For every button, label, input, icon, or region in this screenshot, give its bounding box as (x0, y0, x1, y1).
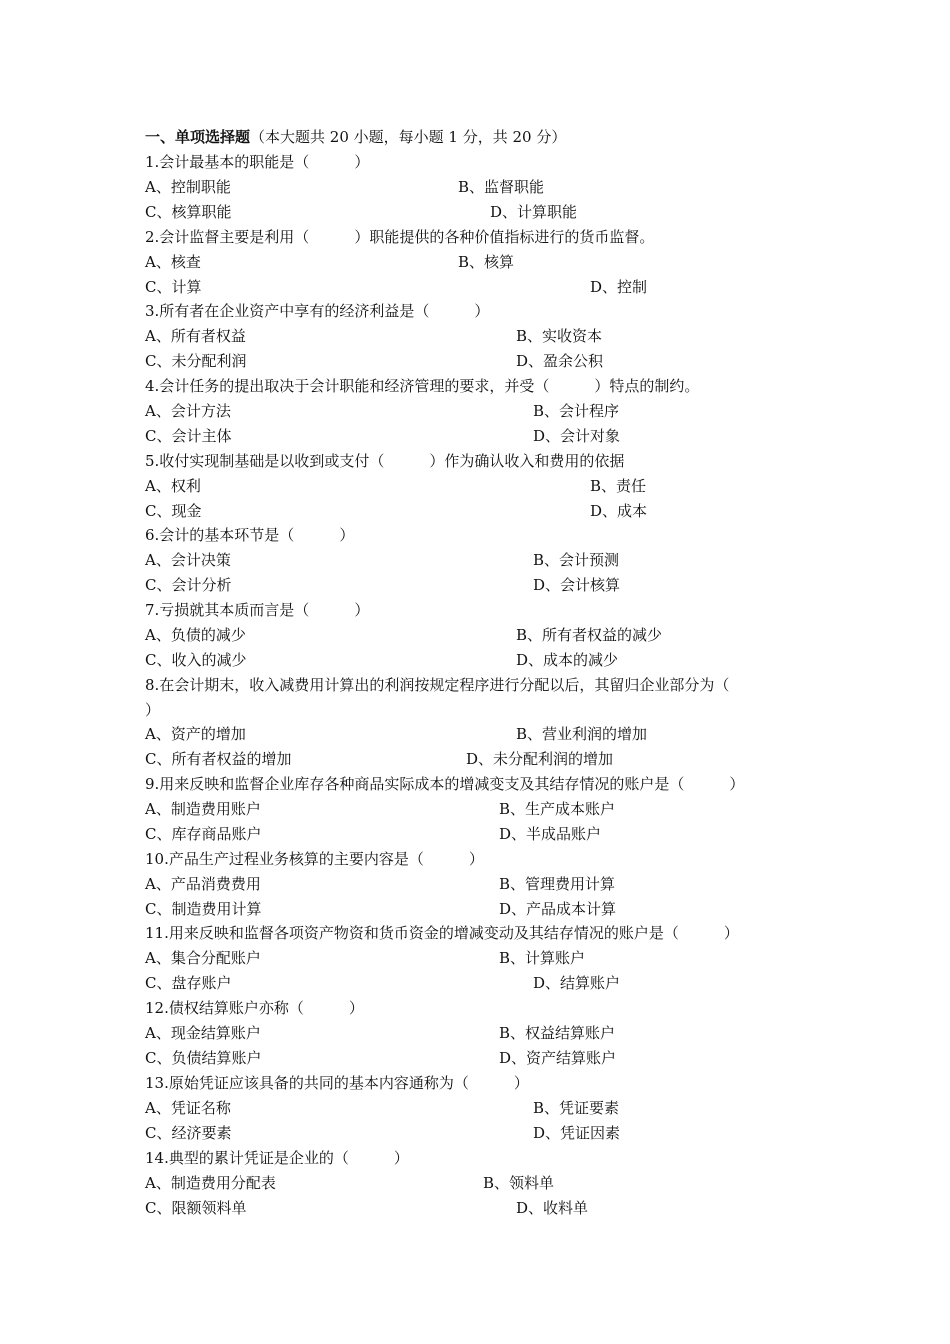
option-a: A、核查 (145, 253, 201, 271)
option-c: C、库存商品账户 (145, 825, 262, 843)
option-b: B、会计预测 (533, 551, 620, 569)
option-d: D、资产结算账户 (499, 1049, 617, 1067)
section-note: （本大题共 20 小题，每小题 1 分，共 20 分） (250, 128, 567, 146)
question-stem: 13.原始凭证应该具备的共同的基本内容通称为（ ） (145, 1074, 529, 1092)
option-a: A、负债的减少 (145, 626, 246, 644)
option-b: B、生产成本账户 (499, 800, 616, 818)
option-c: C、收入的减少 (145, 651, 247, 669)
option-b: B、管理费用计算 (499, 875, 616, 893)
option-d: D、盈余公积 (516, 352, 604, 370)
option-a: A、会计决策 (145, 551, 231, 569)
question-stem: 7.亏损就其本质而言是（ ） (145, 601, 370, 619)
option-a: A、权利 (145, 477, 201, 495)
option-d: D、凭证因素 (533, 1124, 621, 1142)
option-c: C、现金 (145, 502, 202, 520)
section-header (145, 127, 566, 147)
option-d: D、产品成本计算 (499, 900, 617, 918)
question-stem: 2.会计监督主要是利用（ ）职能提供的各种价值指标进行的货币监督。 (145, 228, 655, 246)
option-d: D、成本的减少 (516, 651, 619, 669)
question-stem: 4.会计任务的提出取决于会计职能和经济管理的要求，并受（ ）特点的制约。 (145, 377, 700, 395)
option-a: A、制造费用账户 (145, 800, 261, 818)
option-b: B、领料单 (483, 1174, 555, 1192)
option-d: D、结算账户 (533, 974, 621, 992)
option-b: B、营业利润的增加 (516, 725, 648, 743)
option-d: D、会计对象 (533, 427, 621, 445)
question-stem: 6.会计的基本环节是（ ） (145, 526, 355, 544)
option-b: B、权益结算账户 (499, 1024, 616, 1042)
question-stem: 3.所有者在企业资产中享有的经济利益是（ ） (145, 302, 490, 320)
question-stem: 14.典型的累计凭证是企业的（ ） (145, 1149, 409, 1167)
option-d: D、控制 (590, 278, 648, 296)
option-c: C、经济要素 (145, 1124, 232, 1142)
option-a: A、集合分配账户 (145, 949, 261, 967)
option-c: C、核算职能 (145, 203, 232, 221)
option-d: D、计算职能 (490, 203, 578, 221)
question-stem: 9.用来反映和监督企业库存各种商品实际成本的增减变支及其结存情况的账户是（ ） (145, 775, 745, 793)
option-c: C、盘存账户 (145, 974, 232, 992)
option-b: B、监督职能 (458, 178, 545, 196)
option-c: C、限额领料单 (145, 1199, 247, 1217)
question-stem-continued: ） (145, 701, 161, 719)
option-b: B、实收资本 (516, 327, 603, 345)
option-a: A、所有者权益 (145, 327, 246, 345)
option-b: B、会计程序 (533, 402, 620, 420)
option-b: B、责任 (590, 477, 647, 495)
option-a: A、凭证名称 (145, 1099, 231, 1117)
option-a: A、制造费用分配表 (145, 1174, 276, 1192)
option-a: A、会计方法 (145, 402, 231, 420)
option-c: C、制造费用计算 (145, 900, 262, 918)
option-d: D、会计核算 (533, 576, 621, 594)
option-c: C、会计主体 (145, 427, 232, 445)
option-c: C、所有者权益的增加 (145, 750, 292, 768)
question-stem: 1.会计最基本的职能是（ ） (145, 153, 370, 171)
option-d: D、未分配利润的增加 (466, 750, 614, 768)
option-d: D、收料单 (516, 1199, 589, 1217)
option-a: A、产品消费费用 (145, 875, 261, 893)
section-heading: 一、单项选择题 (145, 128, 251, 146)
question-stem: 8.在会计期末，收入减费用计算出的利润按规定程序进行分配以后，其留归企业部分为（ (145, 676, 730, 694)
question-stem: 12.债权结算账户亦称（ ） (145, 999, 364, 1017)
option-a: A、现金结算账户 (145, 1024, 261, 1042)
option-a: A、控制职能 (145, 178, 231, 196)
option-b: B、凭证要素 (533, 1099, 620, 1117)
option-c: C、会计分析 (145, 576, 232, 594)
option-b: B、核算 (458, 253, 515, 271)
option-c: C、未分配利润 (145, 352, 247, 370)
question-stem: 5.收付实现制基础是以收到或支付（ ）作为确认收入和费用的依据 (145, 452, 625, 470)
option-a: A、资产的增加 (145, 725, 246, 743)
option-c: C、负债结算账户 (145, 1049, 262, 1067)
question-stem: 11.用来反映和监督各项资产物资和货币资金的增减变动及其结存情况的账户是（ ） (145, 924, 739, 942)
question-stem: 10.产品生产过程业务核算的主要内容是（ ） (145, 850, 484, 868)
option-b: B、计算账户 (499, 949, 586, 967)
option-d: D、半成品账户 (499, 825, 602, 843)
option-b: B、所有者权益的减少 (516, 626, 663, 644)
option-c: C、计算 (145, 278, 202, 296)
option-d: D、成本 (590, 502, 648, 520)
